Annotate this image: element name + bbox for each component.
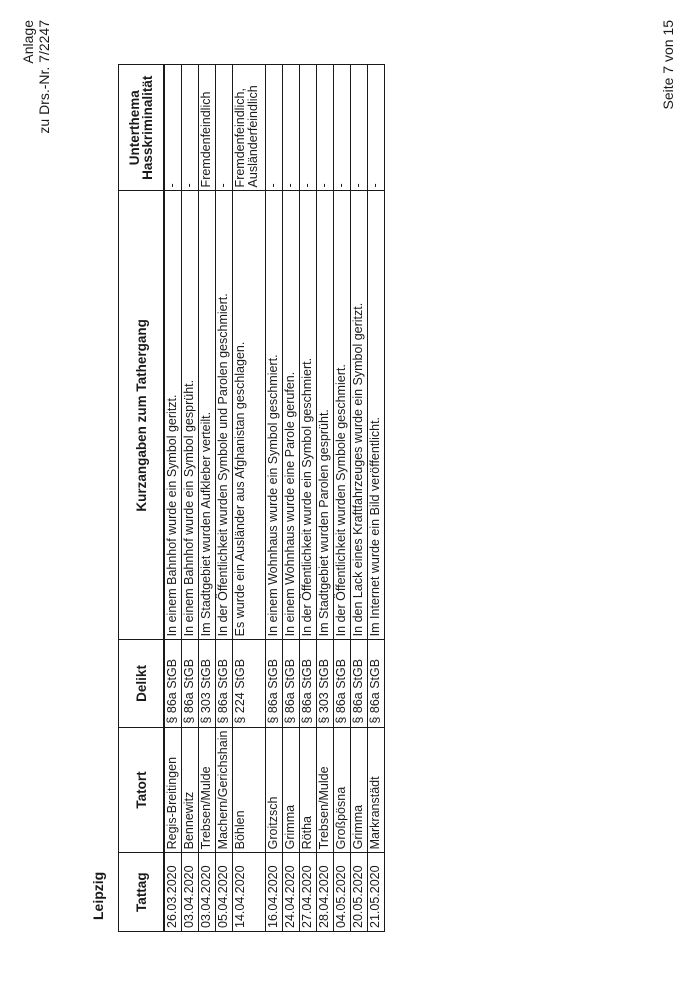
table-row — [199, 65, 216, 932]
cell-date: 28.04.2020 — [317, 853, 334, 932]
table-row — [233, 65, 266, 932]
cell-subtopic: - — [216, 65, 233, 191]
cell-description: In der Öffentlichkeit wurden Symbole geschmiert. — [334, 191, 351, 640]
cell-subtopic: - — [334, 65, 351, 191]
cell-offense: § 86a StGB — [164, 640, 182, 727]
cell-description: In einem Wohnhaus wurde eine Parole gerufen. — [283, 191, 300, 640]
column-header-description: Kurzangaben zum Tathergang — [119, 191, 165, 640]
cell-offense: § 86a StGB — [283, 640, 300, 727]
cell-offense: § 86a StGB — [266, 640, 283, 727]
column-header-date: Tattag — [119, 853, 165, 932]
cell-date: 14.04.2020 — [233, 853, 266, 932]
cell-offense: § 86a StGB — [334, 640, 351, 727]
cell-offense: § 303 StGB — [317, 640, 334, 727]
annex-header — [20, 20, 52, 134]
cell-description: In den Lack eines Kraftfahrzeuges wurde ein Symbol geritzt. — [351, 191, 368, 640]
cell-date: 27.04.2020 — [300, 853, 317, 932]
cell-place: Bennewitz — [182, 727, 199, 853]
cell-date: 20.05.2020 — [351, 853, 368, 932]
table-row — [266, 65, 283, 932]
cell-place: Markranstädt — [368, 727, 385, 853]
cell-place: Großpösna — [334, 727, 351, 853]
cell-subtopic: - — [283, 65, 300, 191]
incident-table — [118, 64, 385, 932]
cell-description: Im Stadtgebiet wurden Parolen gesprüht. — [317, 191, 334, 640]
cell-description: Im Stadtgebiet wurden Aufkleber verteilt. — [199, 191, 216, 640]
cell-subtopic: Fremdenfeindlich, Ausländerfeindlich — [233, 65, 266, 191]
column-header-subtopic: Unterthema Hasskriminalität — [119, 65, 165, 191]
table-row — [317, 65, 334, 932]
cell-date: 16.04.2020 — [266, 853, 283, 932]
cell-subtopic: - — [300, 65, 317, 191]
column-header-place: Tatort — [119, 727, 165, 853]
table-row — [368, 65, 385, 932]
cell-subtopic: - — [266, 65, 283, 191]
table-row — [164, 65, 182, 932]
cell-description: Es wurde ein Ausländer aus Afghanistan geschlagen. — [233, 191, 266, 640]
column-header-offense: Delikt — [119, 640, 165, 727]
cell-description: In der Öffentlichkeit wurden Symbole und Parolen geschmiert. — [216, 191, 233, 640]
cell-place: Groitzsch — [266, 727, 283, 853]
cell-subtopic: - — [368, 65, 385, 191]
cell-subtopic: - — [164, 65, 182, 191]
cell-offense: § 86a StGB — [368, 640, 385, 727]
table-header-row — [119, 65, 165, 932]
cell-place: Grimma — [283, 727, 300, 853]
table-row — [300, 65, 317, 932]
cell-date: 26.03.2020 — [164, 853, 182, 932]
cell-date: 21.05.2020 — [368, 853, 385, 932]
cell-date: 24.04.2020 — [283, 853, 300, 932]
page-number: Seite 7 von 15 — [660, 20, 676, 110]
cell-description: In einem Bahnhof wurde ein Symbol gesprüht. — [182, 191, 199, 640]
table-row — [283, 65, 300, 932]
cell-place: Machern/Gerichshain — [216, 727, 233, 853]
cell-place: Regis-Breitingen — [164, 727, 182, 853]
cell-date: 04.05.2020 — [334, 853, 351, 932]
cell-date: 03.04.2020 — [182, 853, 199, 932]
cell-subtopic: - — [317, 65, 334, 191]
cell-offense: § 86a StGB — [300, 640, 317, 727]
table-row — [182, 65, 199, 932]
cell-description: In der Öffentlichkeit wurde ein Symbol geschmiert. — [300, 191, 317, 640]
cell-subtopic: Fremdenfeindlich — [199, 65, 216, 191]
cell-date: 05.04.2020 — [216, 853, 233, 932]
table-row — [334, 65, 351, 932]
cell-place: Trebsen/Mulde — [199, 727, 216, 853]
cell-place: Trebsen/Mulde — [317, 727, 334, 853]
cell-subtopic: - — [182, 65, 199, 191]
cell-place: Rötha — [300, 727, 317, 853]
region-heading: Leipzig — [90, 871, 106, 920]
cell-subtopic: - — [351, 65, 368, 191]
cell-offense: § 224 StGB — [233, 640, 266, 727]
table-row — [351, 65, 368, 932]
cell-offense: § 86a StGB — [182, 640, 199, 727]
cell-offense: § 86a StGB — [351, 640, 368, 727]
cell-date: 03.04.2020 — [199, 853, 216, 932]
cell-place: Grimma — [351, 727, 368, 853]
document-reference: zu Drs.-Nr. 7/2247 — [36, 20, 52, 134]
cell-description: In einem Wohnhaus wurde ein Symbol geschmiert. — [266, 191, 283, 640]
table-row — [216, 65, 233, 932]
cell-offense: § 86a StGB — [216, 640, 233, 727]
cell-description: In einem Bahnhof wurde ein Symbol geritzt. — [164, 191, 182, 640]
annex-label: Anlage — [20, 20, 36, 64]
cell-offense: § 303 StGB — [199, 640, 216, 727]
cell-place: Böhlen — [233, 727, 266, 853]
cell-description: Im Internet wurde ein Bild veröffentlicht. — [368, 191, 385, 640]
